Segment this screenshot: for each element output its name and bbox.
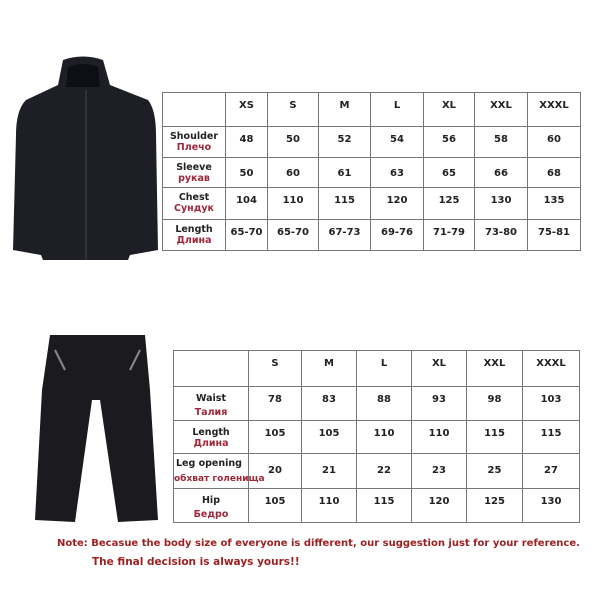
pants-image [30,330,165,530]
header-row [174,351,580,387]
cell: 22 [357,454,412,489]
size-header: XXXL [528,93,581,127]
row-label: Sleeve [176,162,212,173]
cell: 60 [528,127,581,158]
cell: 115 [357,489,412,523]
jacket-image [8,55,163,265]
cell: 120 [371,188,424,220]
row-label: Length [175,224,213,235]
cell: 110 [357,421,412,454]
note-line-1: Note: Becasue the body size of everyone is different, our suggestion just for your reference. [57,538,580,549]
row-label: Shoulder [169,131,219,142]
row-label-ru: Длина [193,438,229,449]
jacket-size-table [162,92,581,251]
cell: 69-76 [371,220,424,251]
row-label-ru: Сундук [173,203,215,214]
table-row [174,421,580,454]
cell: 71-79 [424,220,475,251]
cell: 105 [302,421,357,454]
cell: 115 [523,421,580,454]
cell: 23 [412,454,467,489]
cell: 110 [268,188,319,220]
cell: 115 [319,188,371,220]
table-row [163,127,581,158]
cell: 68 [528,158,581,188]
cell: 93 [412,387,467,421]
cell: 105 [249,489,302,523]
row-label: Hip [201,495,220,506]
cell: 75-81 [528,220,581,251]
row-label: Length [192,427,230,438]
cell: 88 [357,387,412,421]
cell: 110 [412,421,467,454]
cell: 67-73 [319,220,371,251]
cell: 50 [268,127,319,158]
cell: 105 [249,421,302,454]
cell: 27 [523,454,580,489]
size-header: XL [424,93,475,127]
cell: 21 [302,454,357,489]
cell: 66 [475,158,528,188]
cell: 110 [302,489,357,523]
table-row [174,454,580,489]
cell: 125 [467,489,523,523]
table-row [174,489,580,523]
size-header: L [371,93,424,127]
cell: 125 [424,188,475,220]
cell: 25 [467,454,523,489]
cell: 65 [424,158,475,188]
cell: 130 [523,489,580,523]
cell: 52 [319,127,371,158]
size-header: XXXL [523,351,580,387]
row-label: Leg opening [176,458,242,469]
row-label-ru: Длина [176,235,212,246]
row-label-ru: рукав [178,173,210,184]
pants-size-table [173,350,580,523]
table-row [174,387,580,421]
size-header: XXL [467,351,523,387]
cell: 60 [268,158,319,188]
row-label-ru: обхват голенища [174,474,265,484]
cell: 50 [226,158,268,188]
header-row [163,93,581,127]
cell: 61 [319,158,371,188]
cell: 58 [475,127,528,158]
size-header: M [302,351,357,387]
cell: 20 [249,454,302,489]
cell: 65-70 [268,220,319,251]
row-label-ru: Плечо [176,142,212,153]
cell: 63 [371,158,424,188]
size-header: M [319,93,371,127]
cell: 54 [371,127,424,158]
size-header: S [268,93,319,127]
cell: 135 [528,188,581,220]
cell: 73-80 [475,220,528,251]
cell: 103 [523,387,580,421]
table-row [163,158,581,188]
cell: 115 [467,421,523,454]
row-label-ru: Бедро [193,509,229,520]
table-row [163,188,581,220]
note-line-2: The final decision is always yours!! [92,556,300,568]
row-label: Chest [178,192,210,203]
cell: 98 [467,387,523,421]
size-header: S [249,351,302,387]
cell: 65-70 [226,220,268,251]
size-header: XXL [475,93,528,127]
cell: 78 [249,387,302,421]
row-label-ru: Талия [194,407,228,418]
cell: 48 [226,127,268,158]
cell: 120 [412,489,467,523]
row-label: Waist [195,393,226,404]
size-header: L [357,351,412,387]
table-row [163,220,581,251]
size-header: XS [226,93,268,127]
cell: 83 [302,387,357,421]
size-header: XL [412,351,467,387]
cell: 56 [424,127,475,158]
cell: 130 [475,188,528,220]
cell: 104 [226,188,268,220]
